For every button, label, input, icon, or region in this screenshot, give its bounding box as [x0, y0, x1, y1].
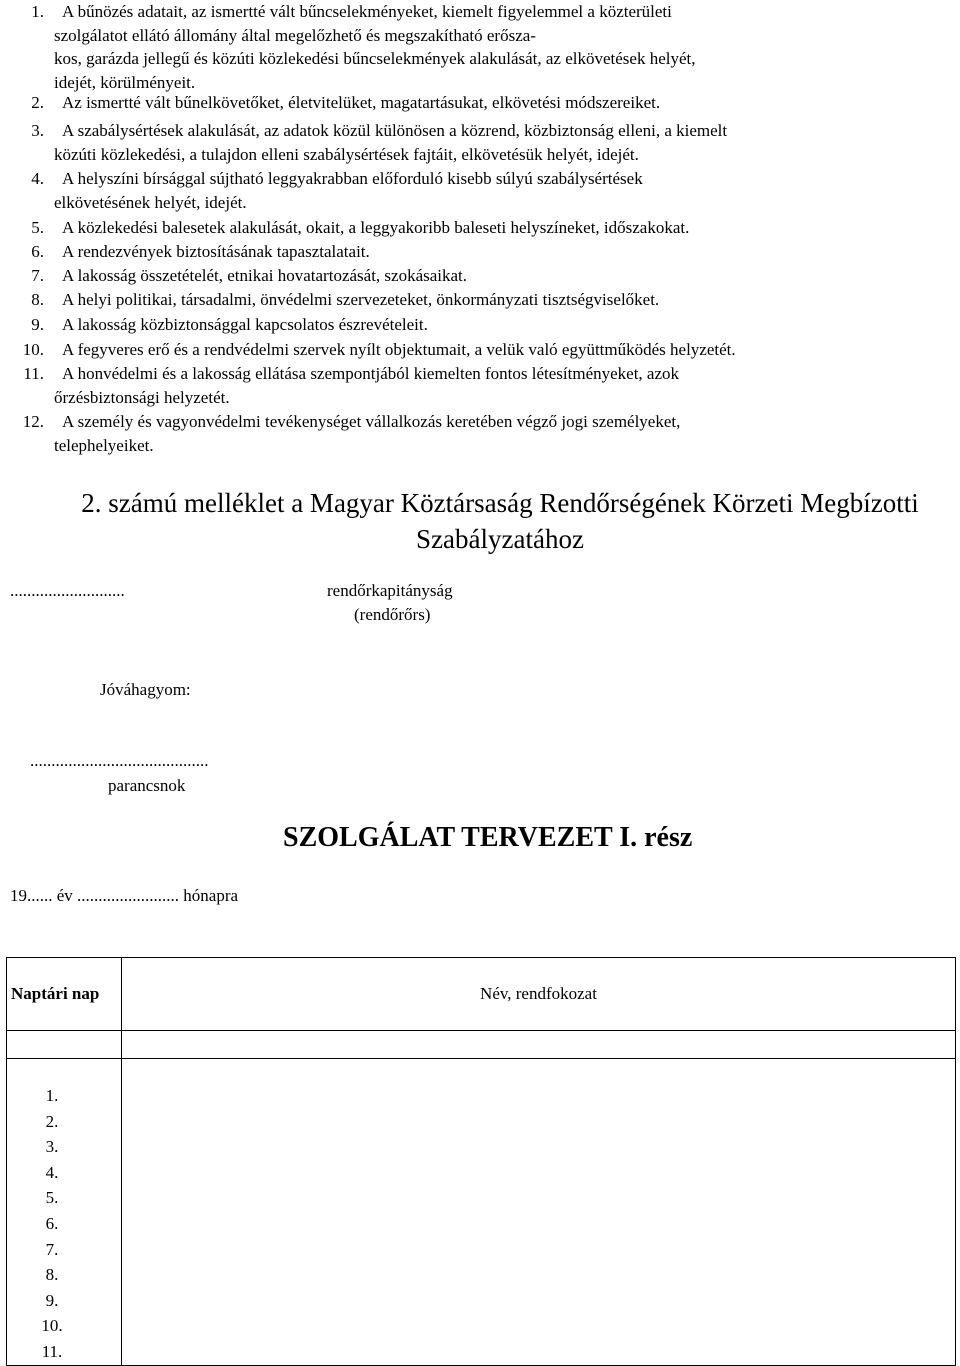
- list-item-line: A honvédelmi és a lakosság ellátása szempontjából kiemelten fontos létesítményeket, azok: [62, 364, 680, 383]
- list-item-text: [62, 288, 942, 312]
- list-item-line: A szabálysértések alakulását, az adatok közül különösen a közrend, közbiztonság elleni, a kiemelt: [62, 121, 728, 140]
- signature-role: parancsnok: [108, 776, 186, 795]
- day-number: 9.: [45, 1290, 59, 1310]
- blank-cell-day: [7, 1031, 122, 1059]
- day-number: 3.: [45, 1137, 59, 1157]
- list-item-number: 3.: [31, 121, 44, 140]
- list-item-text: [54, 167, 942, 214]
- list-item-number: 4.: [31, 169, 44, 188]
- list-item-text: [54, 119, 942, 166]
- list-item-line: közúti közlekedési, a tulajdon elleni szabálysértések fajtáit, elkövetésük helyét, idejét.: [54, 144, 639, 164]
- signature-blank: ..........................................: [30, 751, 209, 770]
- list-item-line: A lakosság közbiztonsággal kapcsolatos észrevételeit.: [62, 315, 428, 334]
- list-item-line: idejét, körülményeit.: [54, 72, 196, 92]
- period-line: 19...... év ........................ hónapra: [10, 886, 239, 905]
- list-item-text: [62, 338, 942, 362]
- annex-title-line-2: Szabályzatához: [416, 524, 584, 554]
- authority-line-1: rendőrkapitányság: [327, 581, 453, 600]
- list-item-number: 11.: [23, 364, 44, 383]
- table-blank-row: [7, 1031, 956, 1059]
- annex-title-line-1: 2. számú melléklet a Magyar Köztársaság Rendőrségének Körzeti Megbízotti: [81, 488, 919, 518]
- list-item-number: 1.: [31, 2, 44, 21]
- day-number: 1.: [45, 1086, 59, 1105]
- blank-cell-name: [122, 1031, 956, 1059]
- list-item-number: 5.: [31, 218, 44, 237]
- list-item-line: A lakosság összetételét, etnikai hovatartozását, szokásaikat.: [62, 266, 468, 285]
- list-item-line: A személy és vagyonvédelmi tevékenységet vállalkozás keretében végző jogi személyeket,: [62, 412, 681, 431]
- list-item-line: A helyi politikai, társadalmi, önvédelmi szervezeteket, önkormányzati tisztségviselőket.: [62, 290, 660, 309]
- day-number: 10.: [41, 1316, 63, 1336]
- day-number: 4.: [45, 1162, 59, 1182]
- approval-label: Jóváhagyom:: [100, 680, 191, 699]
- list-item-line: őrzésbiztonsági helyzetét.: [54, 387, 230, 407]
- list-item-line: A bűnözés adatait, az ismertté vált bűncselekményeket, kiemelt figyelemmel a közterületi: [62, 2, 672, 21]
- list-item-number: 6.: [31, 242, 44, 261]
- list-item-line: A fegyveres erő és a rendvédelmi szervek nyílt objektumait, a velük való együttműködés helyzetét.: [62, 340, 736, 359]
- list-item-number: 12.: [22, 412, 44, 431]
- list-item-number: 8.: [31, 290, 44, 309]
- list-item-text: [62, 91, 942, 115]
- list-item-text: [62, 240, 942, 264]
- day-number: 7.: [45, 1239, 59, 1259]
- day-number: 6.: [45, 1213, 59, 1233]
- authority-line-2: (rendőrőrs): [354, 605, 431, 624]
- day-number: 2.: [45, 1111, 59, 1131]
- list-item-text: [54, 362, 942, 409]
- names-cell: [122, 1059, 956, 1366]
- annex-title: [0, 485, 960, 557]
- list-item-line: szolgálatot ellátó állomány által megelőzhető és megszakítható erősza-: [54, 25, 536, 45]
- day-number: 11.: [41, 1341, 63, 1361]
- list-item-line: kos, garázda jellegű és közúti közlekedési bűncselekmények alakulását, az elkövetések helyét,: [54, 49, 696, 68]
- list-item-line: Az ismertté vált bűnelkövetőket, életvitelüket, magatartásukat, elkövetési módszereiket.: [62, 93, 661, 112]
- document-title: SZOLGÁLAT TERVEZET I. rész: [283, 822, 693, 853]
- list-item-text: [54, 0, 942, 94]
- list-item-number: 7.: [31, 266, 44, 285]
- list-item-text: [62, 313, 942, 337]
- header-day: Naptári nap: [7, 958, 122, 1031]
- day-number: 8.: [45, 1265, 59, 1285]
- list-item-number: 10.: [22, 340, 44, 359]
- table-header-row: [7, 958, 956, 1031]
- day-numbers-cell: [7, 1059, 122, 1366]
- day-number: 5.: [45, 1188, 59, 1208]
- list-item-text: [62, 216, 942, 240]
- table-days-row: [7, 1059, 956, 1366]
- schedule-table: [6, 957, 956, 1366]
- list-item-text: [62, 264, 942, 288]
- unit-name-blank: ...........................: [10, 581, 125, 600]
- header-name: Név, rendfokozat: [122, 958, 956, 1031]
- day-list: [7, 1059, 121, 1365]
- list-item-number: 2.: [31, 93, 44, 112]
- list-item-line: A helyszíni bírsággal sújtható leggyakrabban előforduló kisebb súlyú szabálysértések: [62, 169, 643, 188]
- list-item-text: [54, 410, 942, 457]
- list-item-line: telephelyeiket.: [54, 435, 154, 455]
- list-item-number: 9.: [31, 315, 44, 334]
- list-item-line: elkövetésének helyét, idejét.: [54, 192, 247, 212]
- list-item-line: A közlekedési balesetek alakulását, okait, a leggyakoribb baleseti helyszíneket, időszakokat.: [62, 218, 690, 237]
- list-item-line: A rendezvények biztosításának tapasztalatait.: [62, 242, 370, 261]
